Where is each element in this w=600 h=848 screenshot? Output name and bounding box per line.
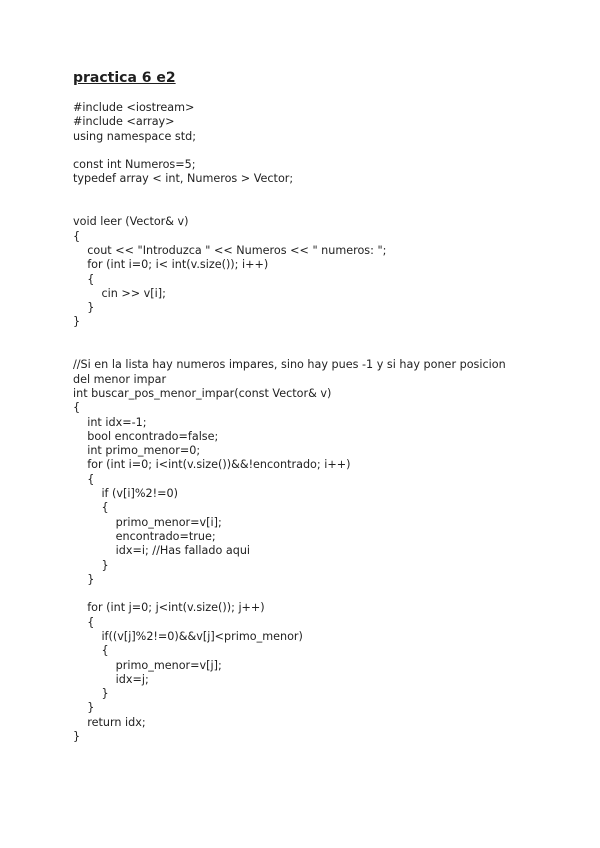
code-line: idx=j; (73, 672, 149, 686)
code-line: int idx=-1; (73, 415, 147, 429)
code-line: } (73, 730, 81, 744)
code-line: primo_menor=v[i]; (73, 515, 222, 529)
code-line: void leer (Vector& v) (73, 215, 189, 229)
code-line (73, 330, 543, 344)
code-line: } (73, 558, 109, 572)
code-line: cin >> v[i]; (73, 286, 166, 300)
code-line: } (73, 301, 95, 315)
code-line: } (73, 687, 109, 701)
code-line: { (73, 229, 81, 243)
code-line: #include <iostream> (73, 101, 195, 114)
code-line: } (73, 701, 95, 715)
code-line: //Si en la lista hay numeros impares, sino hay pues -1 y si hay poner posicion (73, 358, 506, 372)
code-line: { (73, 501, 109, 515)
code-line: bool encontrado=false; (73, 429, 219, 443)
code-line: int primo_menor=0; (73, 444, 201, 458)
code-line (73, 344, 543, 358)
code-line: #include <array> (73, 115, 175, 129)
code-line: if (v[i]%2!=0) (73, 487, 178, 501)
code-line: { (73, 615, 95, 629)
code-line: } (73, 572, 95, 586)
code-line: { (73, 644, 109, 658)
code-line: { (73, 401, 81, 415)
code-line (73, 201, 543, 215)
code-line: using namespace std; (73, 129, 196, 143)
code-line: primo_menor=v[j]; (73, 658, 222, 672)
code-line: idx=i; //Has fallado aqui (73, 544, 251, 558)
code-line: { (73, 272, 95, 286)
code-line: int buscar_pos_menor_impar(const Vector& v) (73, 386, 332, 400)
code-line: return idx; (73, 715, 146, 729)
code-line: for (int j=0; j<int(v.size()); j++) (73, 601, 265, 615)
code-line: { (73, 472, 95, 486)
code-line (73, 187, 543, 201)
code-line: del menor impar (73, 372, 167, 386)
code-line: } (73, 315, 81, 329)
code-line: const int Numeros=5; (73, 158, 196, 172)
code-listing (73, 101, 543, 744)
code-line: typedef array < int, Numeros > Vector; (73, 172, 294, 186)
document-title: practica 6 e2 (73, 70, 176, 86)
code-line (73, 587, 543, 601)
code-line (73, 144, 543, 158)
code-line: for (int i=0; i< int(v.size()); i++) (73, 258, 269, 272)
code-line: for (int i=0; i<int(v.size())&&!encontrado; i++) (73, 458, 351, 472)
code-line: cout << "Introduzca " << Numeros << " numeros: "; (73, 243, 387, 257)
code-line: encontrado=true; (73, 529, 216, 543)
code-line: if((v[j]%2!=0)&&v[j]<primo_menor) (73, 629, 303, 643)
